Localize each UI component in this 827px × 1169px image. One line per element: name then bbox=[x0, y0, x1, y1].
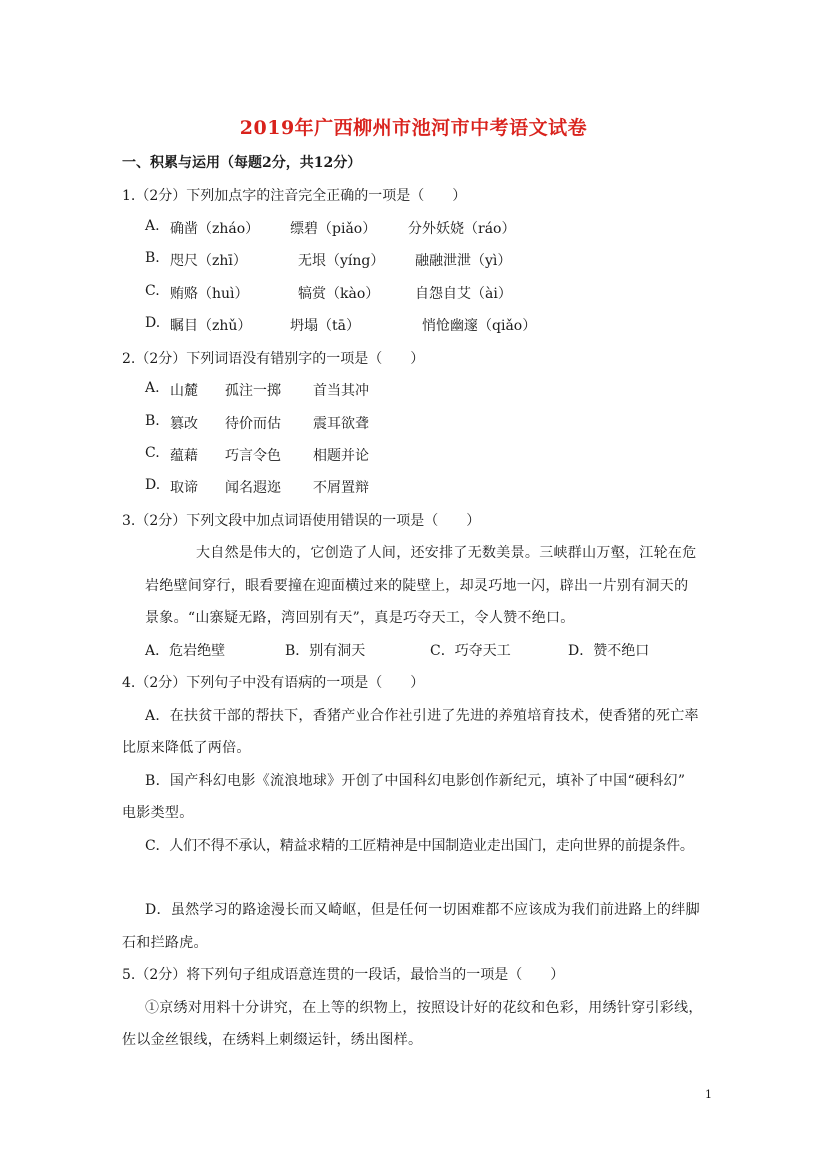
q3-passage-line: 大自然是伟大的，它创造了人间，还安排了无数美景。三峡群山万壑，江轮在危 bbox=[196, 545, 697, 561]
q3-option-c: C．巧夺天工 bbox=[430, 643, 511, 659]
q1-option-c-item: 贿赂（huì） bbox=[170, 286, 249, 302]
q4-line: B．国产科幻电影《流浪地球》开创了中国科幻电影创作新纪元，填补了中国“硬科幻” bbox=[145, 773, 686, 789]
q2-option-b-label: B. bbox=[145, 413, 160, 429]
q2-option-d-item: 取谛 bbox=[170, 480, 198, 496]
q2-option-d-label: D. bbox=[145, 477, 161, 493]
question-3-stem: 3.（2分）下列文段中加点词语使用错误的一项是（ ） bbox=[122, 513, 481, 529]
q1-option-b-item: 融融泄泄（yì） bbox=[415, 253, 512, 269]
q4-line: 比原来降低了两倍。 bbox=[122, 740, 251, 756]
q1-option-b-label: B. bbox=[145, 250, 160, 266]
q2-option-a-item: 首当其冲 bbox=[313, 383, 369, 399]
q2-option-c-item: 相题并论 bbox=[313, 448, 369, 464]
q1-option-d-label: D. bbox=[145, 315, 161, 331]
q5-line: ①京绣对用料十分讲究，在上等的织物上，按照设计好的花纹和色彩，用绣针穿引彩线， bbox=[145, 1000, 703, 1016]
q1-option-d-item: 悄怆幽邃（qiǎo） bbox=[422, 318, 537, 334]
q2-option-c-label: C. bbox=[145, 445, 160, 461]
q3-option-b: B．别有洞天 bbox=[285, 643, 366, 659]
q3-option-d: D．赞不绝口 bbox=[568, 643, 650, 659]
q1-option-c-label: C. bbox=[145, 283, 160, 299]
q2-option-b-item: 待价而估 bbox=[225, 416, 281, 432]
section-heading: 一、积累与运用（每题2分，共12分） bbox=[122, 155, 362, 171]
q3-option-a: A．危岩绝壁 bbox=[145, 643, 226, 659]
q2-option-d-item: 闻名遐迩 bbox=[225, 480, 281, 496]
question-5-stem: 5.（2分）将下列句子组成语意连贯的一段话，最恰当的一项是（ ） bbox=[122, 967, 565, 983]
q2-option-b-item: 震耳欲聋 bbox=[313, 416, 369, 432]
page-title: 2019年广西柳州市池河市中考语文试卷 bbox=[239, 117, 588, 139]
q4-line: 石和拦路虎。 bbox=[122, 935, 208, 951]
q4-line: A．在扶贫干部的帮扶下，香猪产业合作社引进了先进的养殖培育技术，使香猪的死亡率 bbox=[145, 708, 699, 724]
q4-line: C．人们不得不承认，精益求精的工匠精神是中国制造业走出国门，走向世界的前提条件。 bbox=[145, 838, 694, 854]
question-1-stem: 1.（2分）下列加点字的注音完全正确的一项是（ ） bbox=[122, 188, 467, 204]
q1-option-d-item: 瞩目（zhǔ） bbox=[170, 318, 252, 334]
q2-option-c-item: 蕴藉 bbox=[170, 448, 198, 464]
q3-passage-line: 景象。“山寨疑无路，湾回别有天”，真是巧夺天工，令人赞不绝口。 bbox=[145, 610, 575, 626]
q4-line: D．虽然学习的路途漫长而又崎岖，但是任何一切困难都不应该成为我们前进路上的绊脚 bbox=[145, 902, 700, 918]
q5-line: 佐以金丝银线，在绣料上刺缀运针，绣出图样。 bbox=[122, 1032, 423, 1048]
q1-option-d-item: 坍塌（tā） bbox=[290, 318, 360, 334]
page-number: 1 bbox=[705, 1088, 712, 1101]
q2-option-d-item: 不屑置辩 bbox=[313, 480, 369, 496]
q1-option-b-item: 咫尺（zhī） bbox=[170, 253, 247, 269]
q1-option-a-item: 确凿（zháo） bbox=[170, 221, 260, 237]
question-2-stem: 2.（2分）下列词语没有错别字的一项是（ ） bbox=[122, 351, 425, 367]
q2-option-b-item: 篡改 bbox=[170, 416, 198, 432]
q1-option-b-item: 无垠（yíng） bbox=[298, 253, 385, 269]
q3-passage-line: 岩绝壁间穿行，眼看要撞在迎面横过来的陡壁上，却灵巧地一闪，辟出一片别有洞天的 bbox=[145, 578, 689, 594]
question-4-stem: 4.（2分）下列句子中没有语病的一项是（ ） bbox=[122, 675, 425, 691]
q1-option-a-label: A. bbox=[145, 218, 160, 234]
q4-line: 电影类型。 bbox=[122, 805, 194, 821]
q1-option-c-item: 自怨自艾（ài） bbox=[415, 286, 512, 302]
q1-option-c-item: 犒赏（kào） bbox=[298, 286, 380, 302]
q1-option-a-item: 缥碧（piǎo） bbox=[290, 221, 377, 237]
q2-option-a-label: A. bbox=[145, 380, 160, 396]
q2-option-a-item: 山麓 bbox=[170, 383, 198, 399]
q2-option-c-item: 巧言令色 bbox=[225, 448, 281, 464]
q2-option-a-item: 孤注一掷 bbox=[225, 383, 281, 399]
q1-option-a-item: 分外妖娆（ráo） bbox=[408, 221, 516, 237]
